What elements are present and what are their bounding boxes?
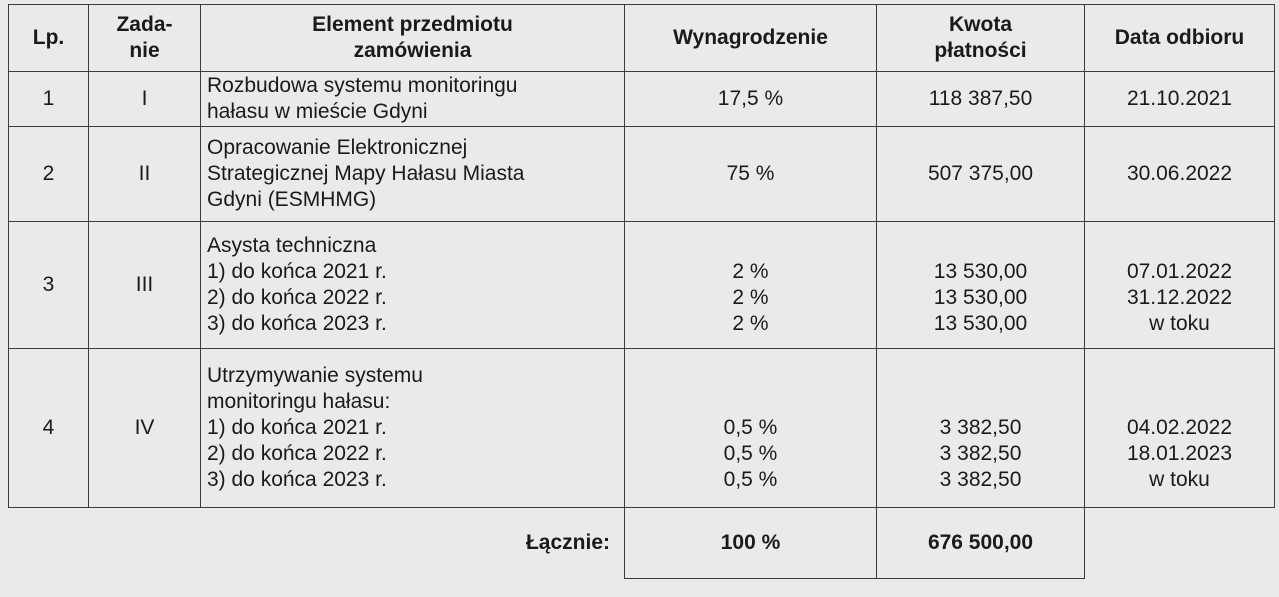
total-kwota: 676 500,00	[877, 508, 1085, 579]
cell-element: Opracowanie Elektronicznej Strategicznej Mapy Hałasu Miasta Gdyni (ESMHMG)	[201, 127, 625, 222]
cell-data: 04.02.2022 18.01.2023 w toku	[1085, 349, 1275, 508]
cell-zadanie: III	[89, 222, 201, 349]
header-data: Data odbioru	[1085, 5, 1275, 72]
header-zadanie: Zada- nie	[89, 5, 201, 72]
cell-wynagrodzenie: 75 %	[625, 127, 877, 222]
cell-zadanie: I	[89, 72, 201, 127]
cell-element: Rozbudowa systemu monitoringu hałasu w mieście Gdyni	[201, 72, 625, 127]
cell-lp: 4	[9, 349, 89, 508]
cell-element: Utrzymywanie systemu monitoringu hałasu: 1) do końca 2021 r. 2) do końca 2022 r. 3) do końca 2023 r.	[201, 349, 625, 508]
table-row	[9, 222, 1275, 349]
cell-lp: 2	[9, 127, 89, 222]
cell-lp: 3	[9, 222, 89, 349]
table-row	[9, 349, 1275, 508]
cell-wynagrodzenie: 2 % 2 % 2 %	[625, 222, 877, 349]
total-row	[9, 508, 1275, 579]
cell-data: 30.06.2022	[1085, 127, 1275, 222]
header-lp: Lp.	[9, 5, 89, 72]
header-wynagrodzenie: Wynagrodzenie	[625, 5, 877, 72]
cell-kwota: 507 375,00	[877, 127, 1085, 222]
payment-schedule-table	[8, 4, 1275, 579]
total-label: Łącznie:	[525, 531, 610, 555]
cell-data: 07.01.2022 31.12.2022 w toku	[1085, 222, 1275, 349]
cell-zadanie: II	[89, 127, 201, 222]
cell-element: Asysta techniczna 1) do końca 2021 r. 2) do końca 2022 r. 3) do końca 2023 r.	[201, 222, 625, 349]
table-row	[9, 127, 1275, 222]
cell-wynagrodzenie: 17,5 %	[625, 72, 877, 127]
cell-wynagrodzenie: 0,5 % 0,5 % 0,5 %	[625, 349, 877, 508]
cell-data: 21.10.2021	[1085, 72, 1275, 127]
cell-zadanie: IV	[89, 349, 201, 508]
cell-kwota: 118 387,50	[877, 72, 1085, 127]
cell-kwota: 3 382,50 3 382,50 3 382,50	[877, 349, 1085, 508]
cell-kwota: 13 530,00 13 530,00 13 530,00	[877, 222, 1085, 349]
header-row	[9, 5, 1275, 72]
header-element: Element przedmiotu zamówienia	[201, 5, 625, 72]
header-kwota: Kwota płatności	[877, 5, 1085, 72]
table-row	[9, 72, 1275, 127]
total-wynagrodzenie: 100 %	[625, 508, 877, 579]
cell-lp: 1	[9, 72, 89, 127]
